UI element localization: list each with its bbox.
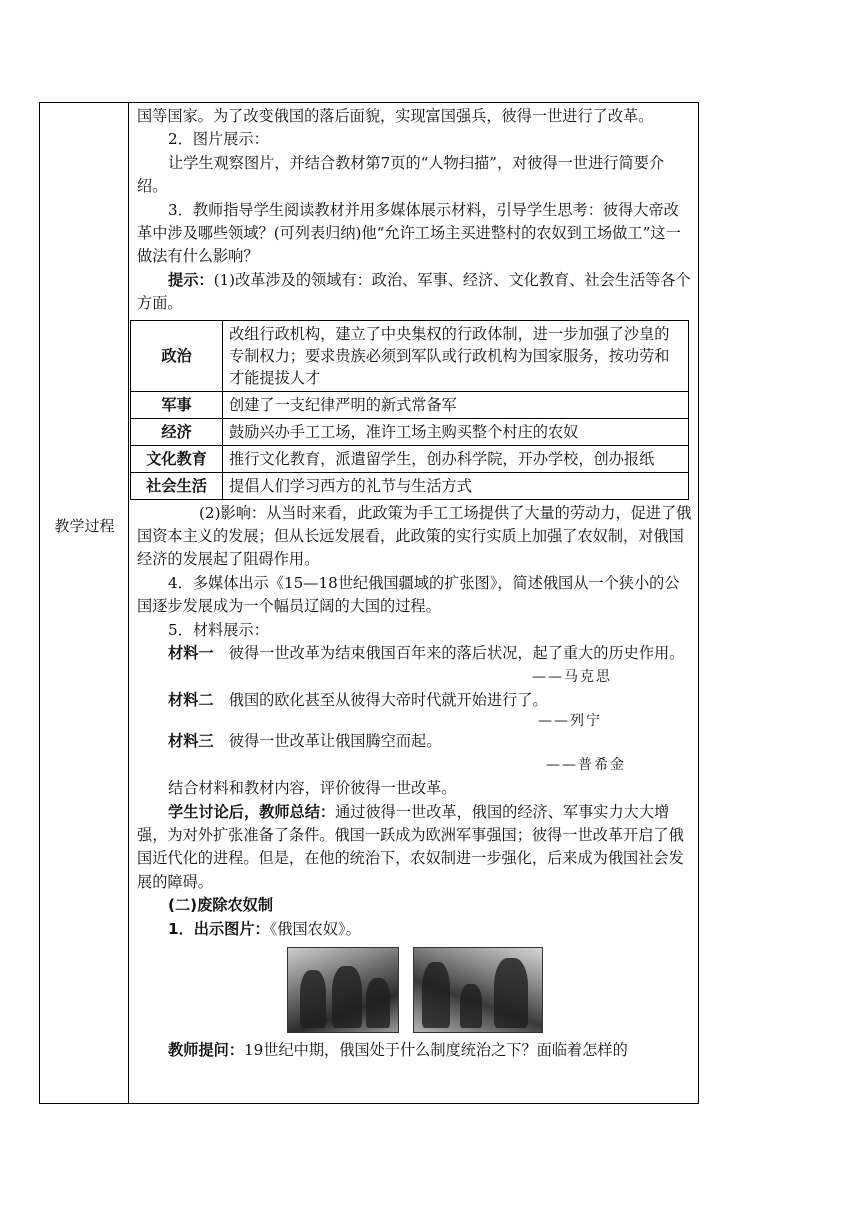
material-label: 材料三 [168,732,214,751]
content-cell: 创建了一支纪律严明的新式常备军 [223,391,689,418]
lesson-table [39,102,699,1104]
question-text: 19世纪中期，俄国处于什么制度统治之下？面临着怎样的 [243,1040,628,1059]
section-heading: (二)废除农奴制 [168,896,274,915]
content-cell: 鼓励兴办手工工场，准许工场主购买整个村庄的农奴 [223,418,689,445]
summary-label: 学生讨论后，教师总结： [168,802,336,821]
table-row [131,472,689,499]
material-text: 彼得一世改革让俄国腾空而起。 [228,732,442,751]
serf-photo-1 [287,947,399,1033]
show-picture-text: 《俄国农奴》。 [269,919,361,938]
field-cell: 社会生活 [131,472,223,499]
content-cell: 提倡人们学习西方的礼节与生活方式 [223,472,689,499]
table-row [131,445,689,472]
paragraph: 2．图片展示： [168,130,269,149]
evaluate-paragraph: 结合材料和教材内容，评价彼得一世改革。 [168,779,457,798]
paragraph: 让学生观察图片，并结合教材第7页的“人物扫描”，对彼得一世进行简要介绍。 [137,153,665,196]
side-label: 教学过程 [54,517,115,535]
serf-photo-2 [413,947,543,1033]
content-cell: 改组行政机构，建立了中央集权的行政体制，进一步加强了沙皇的专制权力；要求贵族必须到军队或行政机构为国家服务，按功劳和才能提拔人才 [223,320,689,391]
serf-photos [137,947,692,1033]
material-source: ——马克思 [532,668,612,685]
question-label: 教师提问： [168,1040,244,1059]
material-source: ——列宁 [538,713,602,730]
material-paragraph [137,642,692,665]
content-cell: 推行文化教育，派遣留学生，创办科学院，开办学校，创办报纸 [223,445,689,472]
table-row [131,418,689,445]
material-text: 彼得一世改革为结束俄国百年来的落后状况，起了重大的历史作用。 [228,644,685,663]
summary-paragraph [137,801,692,895]
table-row [131,320,689,391]
material-label: 材料一 [168,644,214,663]
paragraph: 国等国家。为了改变俄国的落后面貌，实现富国强兵，彼得一世进行了改革。 [137,107,654,125]
item5-paragraph: 5．材料展示： [168,620,269,639]
paragraph: 3．教师指导学生阅读教材并用多媒体展示材料，引导学生思考：彼得大帝改革中涉及哪些领域？(可列表归纳)他“允许工场主买进整村的农奴到工场做工”这一做法有什么影响？ [137,200,681,266]
content-column [137,105,692,1062]
material-label: 材料二 [168,690,214,709]
field-cell: 政治 [131,320,223,391]
reform-table [130,320,689,500]
hint-paragraph [137,269,692,316]
field-cell: 经济 [131,418,223,445]
table-row [131,391,689,418]
summary-text: 通过彼得一世改革，俄国的经济、军事实力大大增强，为对外扩张准备了条件。俄国一跃成为欧洲军事强国；彼得一世改革开启了俄国近代化的进程。但是，在他的统治下，农奴制进一步强化，后来成为俄国社会发展的障碍。 [137,802,684,891]
material-paragraph [137,689,692,712]
hint-label: 提示： [168,270,214,289]
show-picture-paragraph [137,918,692,941]
question-paragraph [137,1039,692,1062]
field-cell: 军事 [131,391,223,418]
field-cell: 文化教育 [131,445,223,472]
impact-paragraph: (2)影响：从当时来看，此政策为手工工场提供了大量的劳动力，促进了俄国资本主义的发展；但从长远发展看，此政策的实行实质上加强了农奴制，对俄国经济的发展起了阻碍作用。 [137,503,692,569]
material-source: ——普希金 [546,756,626,773]
side-column [40,103,129,1103]
show-picture-label: 1．出示图片： [168,919,270,938]
material-paragraph [137,730,692,753]
material-text: 俄国的欧化甚至从彼得大帝时代就开始进行了。 [228,690,548,709]
item4-paragraph: 4．多媒体出示《15—18世纪俄国疆域的扩张图》，简述俄国从一个狭小的公国逐步发展成为一个幅员辽阔的大国的过程。 [137,573,680,616]
hint-text: (1)改革涉及的领域有：政治、军事、经济、文化教育、社会生活等各个方面。 [137,270,691,313]
